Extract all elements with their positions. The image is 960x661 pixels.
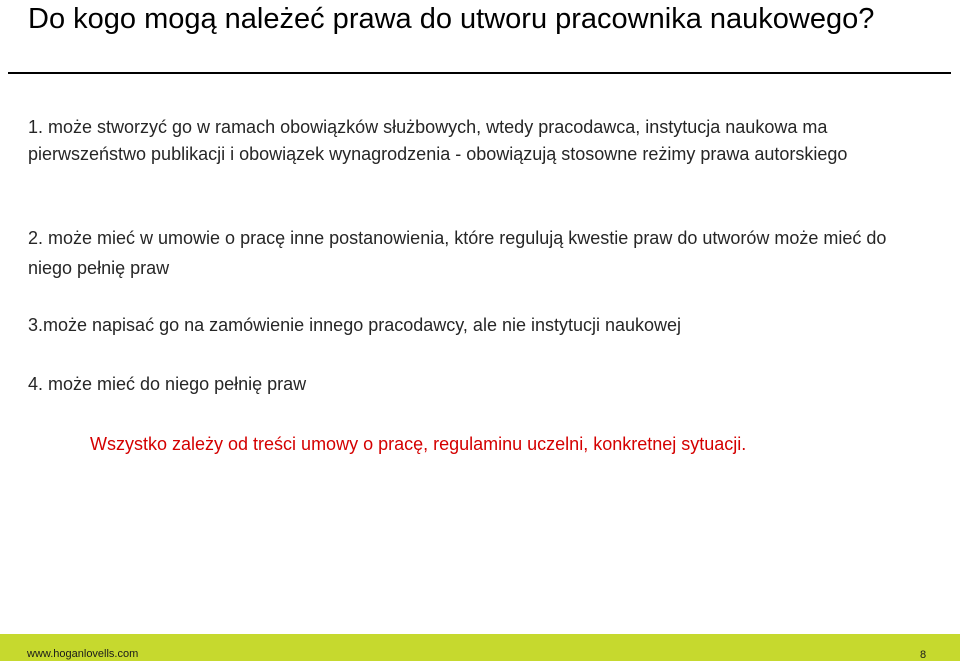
slide-title: Do kogo mogą należeć prawa do utworu pracownika naukowego? [28, 3, 875, 35]
list-item-2: 2. może mieć w umowie o pracę inne postanowienia, które regulują kwestie praw do utworów może mieć do niego pełnię praw [28, 228, 887, 278]
list-item-4: 4. może mieć do niego pełnię praw [28, 374, 307, 394]
page-number: 8 [920, 649, 927, 661]
footer-url[interactable]: www.hoganlovells.com [27, 648, 139, 660]
title-divider [8, 72, 951, 74]
list-item-1: 1. może stworzyć go w ramach obowiązków służbowych, wtedy pracodawca, instytucja naukowa ma pierwszeństwo publikacji i obowiązek wynagrodzenia - obowiązują stosowne reżimy prawa autorskiego [28, 117, 848, 164]
list-item-3: 3.może napisać go na zamówienie innego pracodawcy, ale nie instytucji naukowej [28, 315, 682, 335]
summary-note: Wszystko zależy od treści umowy o pracę, regulaminu uczelni, konkretnej sytuacji. [90, 434, 747, 454]
footer-bar [0, 634, 960, 661]
